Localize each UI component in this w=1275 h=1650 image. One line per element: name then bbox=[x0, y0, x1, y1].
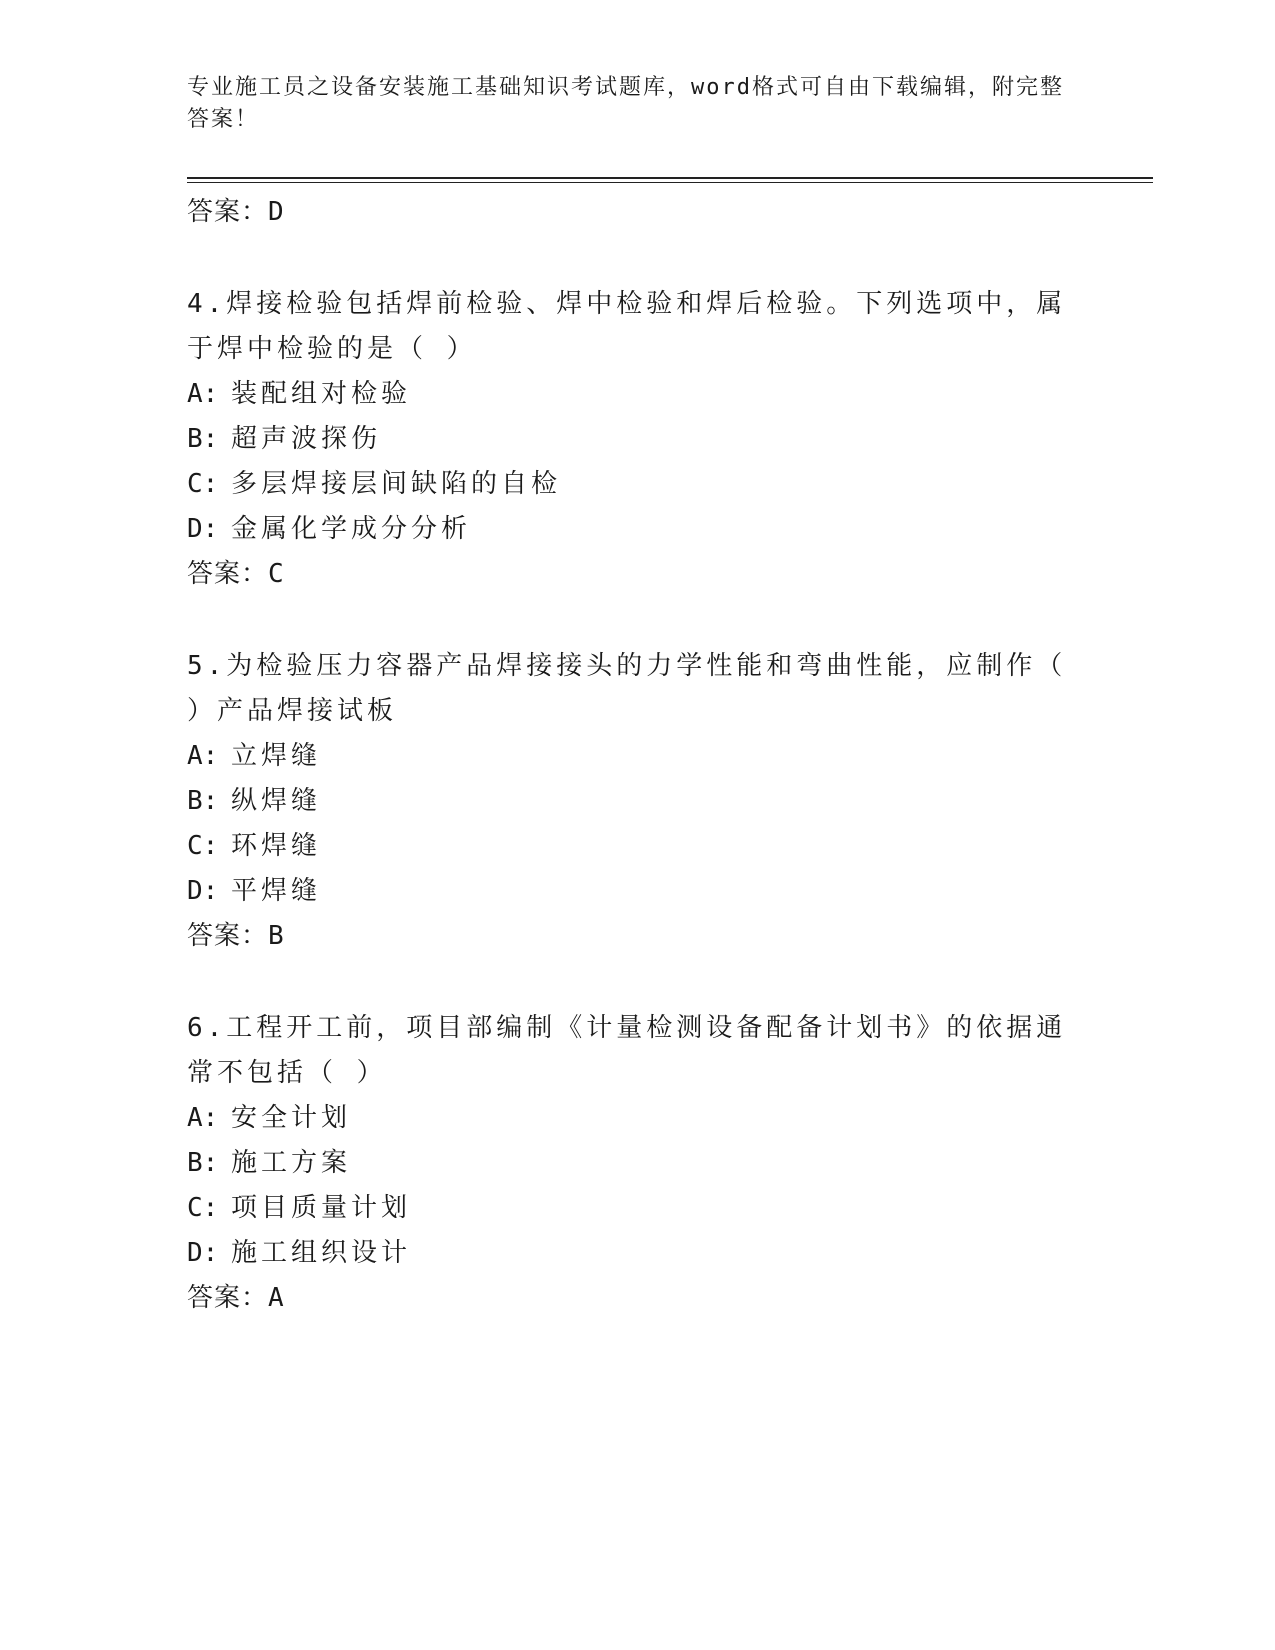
option-c bbox=[187, 824, 1087, 869]
option-text: 多层焊接层间缺陷的自检 bbox=[231, 469, 562, 499]
option-text: 项目质量计划 bbox=[231, 1193, 412, 1223]
answer-line: 答案：D bbox=[187, 197, 285, 227]
question-stem: 6.工程开工前，项目部编制《计量检测设备配备计划书》的依据通常不包括（ ） bbox=[187, 1013, 1067, 1088]
option-a bbox=[187, 734, 1087, 779]
option-text: 安全计划 bbox=[231, 1103, 352, 1133]
question-4 bbox=[187, 282, 1087, 596]
option-text: 环焊缝 bbox=[231, 831, 322, 861]
option-d bbox=[187, 507, 1087, 552]
option-b bbox=[187, 1141, 1087, 1186]
option-b bbox=[187, 779, 1087, 824]
option-letter: C: bbox=[187, 831, 219, 861]
option-c bbox=[187, 462, 1087, 507]
option-text: 立焊缝 bbox=[231, 741, 322, 771]
option-d bbox=[187, 869, 1087, 914]
header-rule-thin bbox=[187, 182, 1153, 183]
question-5 bbox=[187, 644, 1087, 958]
document-header: 专业施工员之设备安装施工基础知识考试题库，word格式可自由下载编辑，附完整答案！ bbox=[187, 75, 1064, 132]
option-text: 金属化学成分分析 bbox=[231, 514, 472, 544]
option-text: 平焊缝 bbox=[231, 876, 322, 906]
question-6 bbox=[187, 1006, 1087, 1320]
option-letter: B: bbox=[187, 1148, 219, 1178]
option-text: 装配组对检验 bbox=[231, 379, 412, 409]
option-letter: B: bbox=[187, 786, 219, 816]
option-letter: D: bbox=[187, 514, 219, 544]
option-a bbox=[187, 372, 1087, 417]
option-letter: C: bbox=[187, 1193, 219, 1223]
option-b bbox=[187, 417, 1087, 462]
option-letter: C: bbox=[187, 469, 219, 499]
header-rule-thick bbox=[187, 177, 1153, 179]
option-letter: A: bbox=[187, 1103, 219, 1133]
option-text: 超声波探伤 bbox=[231, 424, 382, 454]
question-stem: 4.焊接检验包括焊前检验、焊中检验和焊后检验。下列选项中，属于焊中检验的是（ ） bbox=[187, 289, 1067, 364]
option-d bbox=[187, 1231, 1087, 1276]
answer-line: 答案：C bbox=[187, 559, 285, 589]
option-letter: A: bbox=[187, 379, 219, 409]
option-text: 施工方案 bbox=[231, 1148, 352, 1178]
question-stem: 5.为检验压力容器产品焊接接头的力学性能和弯曲性能，应制作（ ）产品焊接试板 bbox=[187, 651, 1067, 726]
option-a bbox=[187, 1096, 1087, 1141]
option-letter: B: bbox=[187, 424, 219, 454]
option-letter: A: bbox=[187, 741, 219, 771]
option-text: 施工组织设计 bbox=[231, 1238, 412, 1268]
option-letter: D: bbox=[187, 876, 219, 906]
answer-line: 答案：B bbox=[187, 921, 285, 951]
question-list bbox=[187, 190, 1087, 1320]
option-text: 纵焊缝 bbox=[231, 786, 322, 816]
answer-line: 答案：A bbox=[187, 1283, 285, 1313]
option-letter: D: bbox=[187, 1238, 219, 1268]
option-c bbox=[187, 1186, 1087, 1231]
